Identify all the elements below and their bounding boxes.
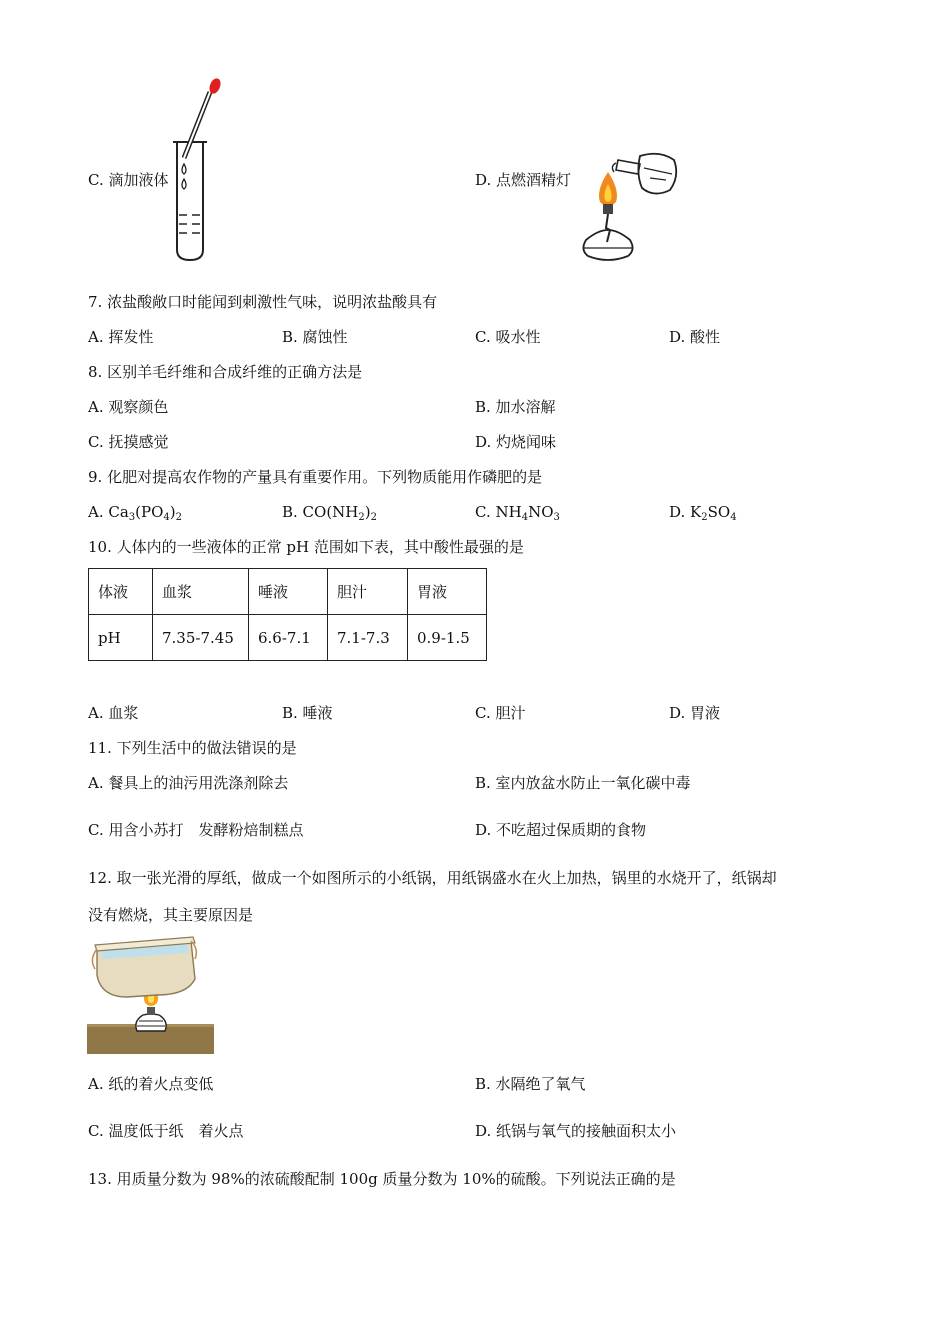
- q8-option-d: D. 灼烧闻味: [475, 433, 557, 451]
- q9-option-c: C. $NH_4NO_3$: [475, 503, 560, 523]
- q6-option-c: C. 滴加液体: [88, 171, 169, 189]
- q12-option-b: B. 水隔绝了氧气: [475, 1075, 586, 1093]
- q7-option-d: D. 酸性: [669, 328, 721, 346]
- alcohol-lamp-figure: [578, 150, 682, 264]
- q10-option-c: C. 胆汁: [475, 704, 526, 722]
- q6-option-d: D. 点燃酒精灯: [475, 171, 572, 189]
- q13-stem: 13. 用质量分数为 98%的浓硫酸配制 100g 质量分数为 10%的硫酸。下列说法正确的是: [88, 1170, 676, 1188]
- q12-stem-line1: 12. 取一张光滑的厚纸，做成一个如图所示的小纸锅，用纸锅盛水在火上加热，锅里的水烧开了，纸锅却: [88, 869, 777, 887]
- q11-option-d: D. 不吃超过保质期的食物: [475, 821, 647, 839]
- q12-stem-line2: 没有燃烧，其主要原因是: [88, 906, 254, 924]
- q7-option-b: B. 腐蚀性: [282, 328, 348, 346]
- q11-option-b: B. 室内放盆水防止一氧化碳中毒: [475, 774, 691, 792]
- table-cell: 体液: [89, 569, 153, 615]
- q12-option-d: D. 纸锅与氧气的接触面积太小: [475, 1122, 677, 1140]
- table-row: [89, 569, 487, 615]
- table-cell: 6.6-7.1: [249, 615, 328, 661]
- q11-option-a: A. 餐具上的油污用洗涤剂除去: [88, 774, 289, 792]
- q10-stem: 10. 人体内的一些液体的正常 pH 范围如下表，其中酸性最强的是: [88, 538, 524, 556]
- table-cell: 胆汁: [328, 569, 408, 615]
- table-cell: 7.35-7.45: [153, 615, 249, 661]
- table-cell: pH: [89, 615, 153, 661]
- table-row: [89, 615, 487, 661]
- table-cell: 血浆: [153, 569, 249, 615]
- q12-option-c: C. 温度低于纸 着火点: [88, 1122, 244, 1140]
- q8-option-b: B. 加水溶解: [475, 398, 556, 416]
- q9-option-a: A. $Ca_3(PO_4)_2$: [88, 503, 183, 523]
- q8-stem: 8. 区别羊毛纤维和合成纤维的正确方法是: [88, 363, 363, 381]
- q9-option-b: B. $CO(NH_2)_2$: [282, 503, 378, 523]
- table-cell: 胃液: [408, 569, 487, 615]
- dropper-test-tube-figure: [168, 78, 230, 264]
- q10-option-b: B. 唾液: [282, 704, 333, 722]
- q7-option-a: A. 挥发性: [88, 328, 154, 346]
- q7-option-c: C. 吸水性: [475, 328, 541, 346]
- q11-stem: 11. 下列生活中的做法错误的是: [88, 739, 297, 757]
- q11-option-c: C. 用含小苏打 发酵粉焙制糕点: [88, 821, 304, 839]
- q10-option-a: A. 血浆: [88, 704, 139, 722]
- table-cell: 0.9-1.5: [408, 615, 487, 661]
- paper-pot-figure: [87, 935, 215, 1055]
- ph-table: [88, 568, 487, 661]
- q9-stem: 9. 化肥对提高农作物的产量具有重要作用。下列物质能用作磷肥的是: [88, 468, 543, 486]
- table-cell: 7.1-7.3: [328, 615, 408, 661]
- q9-option-d: D. $K_2SO_4$: [669, 503, 737, 523]
- q7-stem: 7. 浓盐酸敞口时能闻到刺激性气味，说明浓盐酸具有: [88, 293, 438, 311]
- table-cell: 唾液: [249, 569, 328, 615]
- q8-option-c: C. 抚摸感觉: [88, 433, 169, 451]
- q12-option-a: A. 纸的着火点变低: [88, 1075, 214, 1093]
- q10-option-d: D. 胃液: [669, 704, 721, 722]
- q8-option-a: A. 观察颜色: [88, 398, 169, 416]
